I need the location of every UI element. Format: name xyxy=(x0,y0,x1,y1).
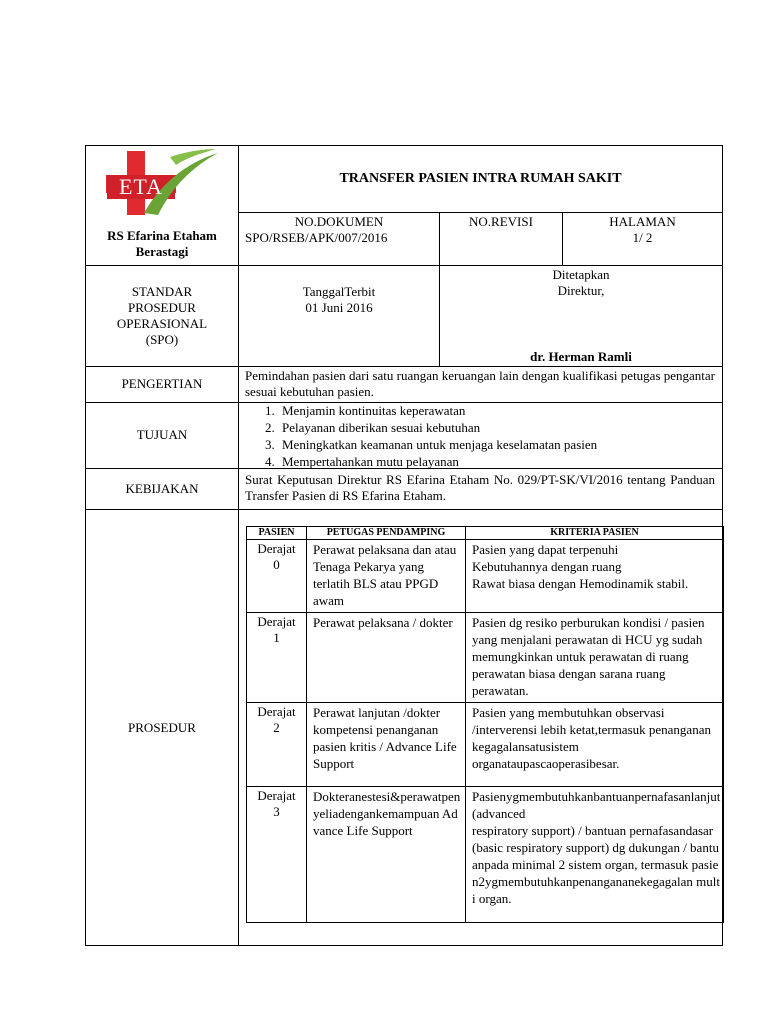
table-row xyxy=(247,613,724,703)
pasien-derajat: Derajat xyxy=(257,614,296,629)
table-row xyxy=(247,540,724,613)
kriteria-line: Pasien dg resiko perburukan kondisi / pasien yang menjalani perawatan di HCU yg sudah memungkinkan untuk perawatan di ruang perawatan biasa dengan sarana ruang perawatan. xyxy=(472,615,705,698)
pengertian-text: Pemindahan pasien dari satu ruangan keruangan lain dengan kualifikasi petugas pengantar sesuai kebutuhan pasien. xyxy=(245,368,716,399)
logo-text: ETA xyxy=(118,174,163,199)
kebijakan-text: Surat Keputusan Direktur RS Efarina Etaham No. 029/PT-SK/VI/2016 tentang Panduan Transfer Pasien di RS Efarina Etaham. xyxy=(245,472,715,503)
kriteria-line: Kebutuhannya dengan ruang xyxy=(472,559,622,574)
table-header-row xyxy=(247,527,724,540)
no-dokumen-label: NO.DOKUMEN xyxy=(294,214,384,229)
kebijakan-bottom-line xyxy=(85,509,723,510)
ditetapkan-block xyxy=(440,267,722,299)
spo-label-line3: OPERASIONAL xyxy=(116,316,208,331)
org-name xyxy=(86,228,238,260)
label-column-line xyxy=(238,145,239,946)
kriteria-line: Rawat biasa dengan Hemodinamik stabil. xyxy=(472,576,689,591)
prosedur-label: PROSEDUR xyxy=(128,720,196,735)
halaman-value: 1/ 2 xyxy=(632,230,653,245)
table-row xyxy=(247,703,724,787)
tanggal-terbit xyxy=(239,284,439,316)
pasien-derajat: Derajat xyxy=(257,788,296,803)
pasien-cell xyxy=(247,787,307,923)
pasien-level: 0 xyxy=(273,557,280,572)
column-header-kriteria: KRITERIA PASIEN xyxy=(466,527,724,540)
petugas-cell: Perawat pelaksana dan atau Tenaga Pekarya yang terlatih BLS atau PPGD awam xyxy=(307,540,466,613)
pasien-level: 3 xyxy=(273,804,280,819)
tujuan-item: 4. Mempertahankan mutu pelayanan xyxy=(278,453,716,470)
tujuan-item: 2. Pelayanan diberikan sesuai kebutuhan xyxy=(278,419,716,436)
no-dokumen-value: SPO/RSEB/APK/007/2016 xyxy=(245,230,388,245)
kriteria-cell xyxy=(466,540,724,613)
frame-left-line xyxy=(85,145,86,946)
petugas-cell: Perawat pelaksana / dokter xyxy=(307,613,466,703)
pasien-cell xyxy=(247,613,307,703)
tujuan-label: TUJUAN xyxy=(136,427,188,442)
tujuan-list xyxy=(246,402,716,470)
halaman-cell xyxy=(563,214,722,246)
spo-bottom-line xyxy=(85,366,723,367)
hospital-logo xyxy=(100,145,225,227)
kriteria-cell xyxy=(466,703,724,787)
pengertian-label: PENGERTIAN xyxy=(121,376,203,391)
document-title: TRANSFER PASIEN INTRA RUMAH SAKIT xyxy=(339,171,622,186)
tanggal-label: TanggalTerbit xyxy=(302,284,376,299)
org-name-line2: Berastagi xyxy=(135,244,189,259)
pasien-derajat: Derajat xyxy=(257,704,296,719)
signatory-name: dr. Herman Ramli xyxy=(530,349,632,364)
pasien-level: 1 xyxy=(273,630,280,645)
kriteria-line: Pasienygmembutuhkanbantuanpernafasanlanjut (advanced xyxy=(472,789,721,821)
petugas-cell: Perawat lanjutan /dokter kompetensi penanganan pasien kritis / Advance Life Support xyxy=(307,703,466,787)
no-revisi-label: NO.REVISI xyxy=(469,214,533,229)
pasien-derajat: Derajat xyxy=(257,541,296,556)
column-header-pasien: PASIEN xyxy=(247,527,307,540)
tanggal-value: 01 Juni 2016 xyxy=(305,300,373,315)
spo-label xyxy=(86,284,238,348)
halaman-label: HALAMAN xyxy=(609,214,676,229)
tujuan-item: 1. Menjamin kontinuitas keperawatan xyxy=(278,402,716,419)
title-bottom-line xyxy=(239,212,723,213)
petugas-cell: Dokteranestesi&perawatpenyeliadengankemampuan Advance Life Support xyxy=(307,787,466,923)
ditetapkan-label: Ditetapkan xyxy=(552,267,610,282)
kriteria-line: Pasien yang dapat terpenuhi xyxy=(472,542,619,557)
kriteria-line: respiratory support) / bantuan pernafasandasar (basic respiratory support) dg dukungan / bantuanpada minimal 2 sistem organ, termasuk pasien2ygmembutuhkanpenangananekegagalan multi organ. xyxy=(472,823,721,906)
spo-label-line2: PROSEDUR xyxy=(128,300,196,315)
direktur-label: Direktur, xyxy=(557,283,605,298)
spo-label-line1: STANDAR xyxy=(131,284,193,299)
no-dokumen-cell xyxy=(239,214,439,246)
org-name-line1: RS Efarina Etaham xyxy=(107,228,217,243)
frame-bottom-line xyxy=(85,945,723,946)
spo-label-line4: (SPO) xyxy=(145,332,179,347)
header-bottom-line xyxy=(85,265,723,266)
kriteria-line: Pasien yang membutuhkan observasi /interverensi lebih ketat,termasuk penanganan kegagalansatusistem organataupascaoperasibesar. xyxy=(472,705,711,771)
kebijakan-label: KEBIJAKAN xyxy=(125,481,199,496)
kriteria-cell xyxy=(466,613,724,703)
table-row xyxy=(247,787,724,923)
prosedur-table xyxy=(246,526,724,923)
tujuan-item: 3. Meningkatkan keamanan untuk menjaga keselamatan pasien xyxy=(278,436,716,453)
pasien-level: 2 xyxy=(273,720,280,735)
kriteria-cell xyxy=(466,787,724,923)
pasien-cell xyxy=(247,540,307,613)
column-header-petugas: PETUGAS PENDAMPING xyxy=(307,527,466,540)
pasien-cell xyxy=(247,703,307,787)
